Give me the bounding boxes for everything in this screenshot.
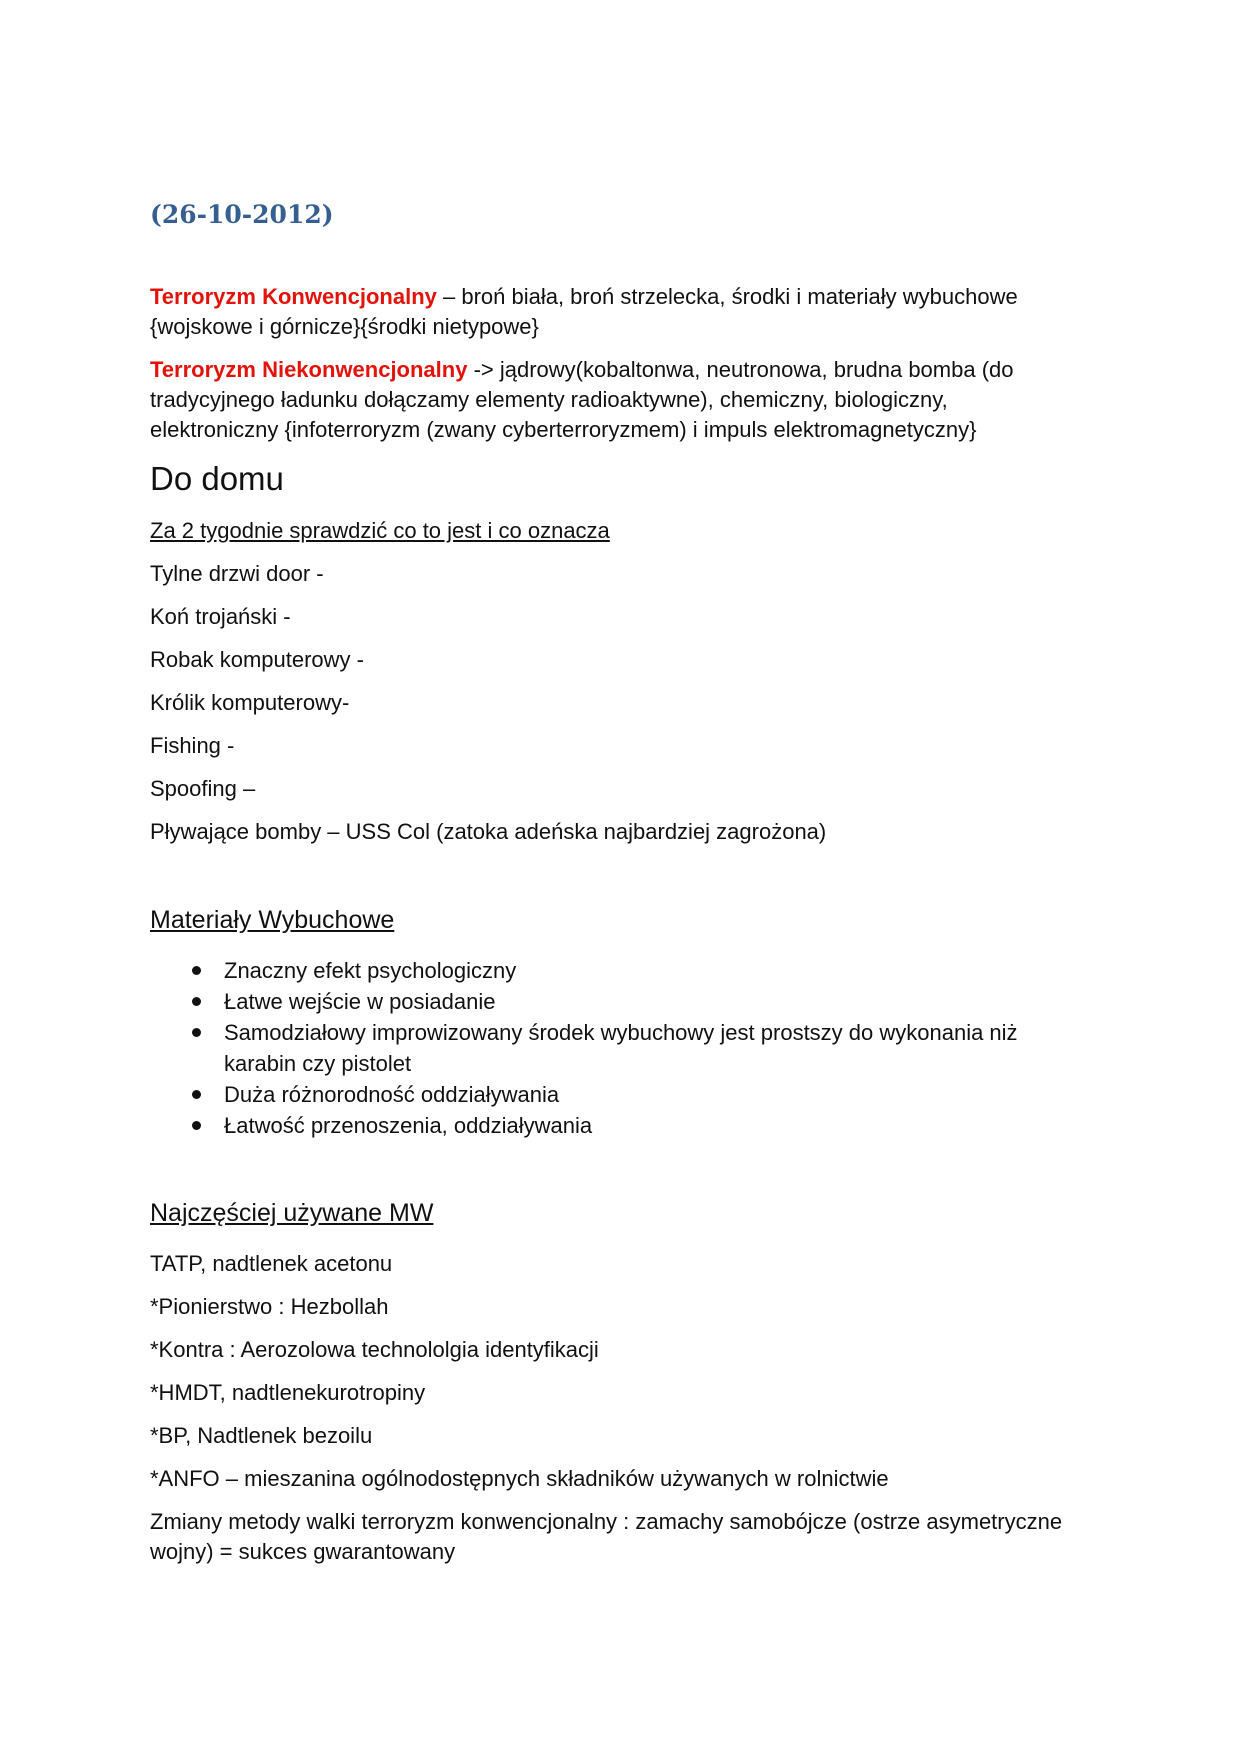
- homework-item: Spoofing –: [150, 776, 256, 801]
- homework-item: Królik komputerowy-: [150, 690, 350, 715]
- definition-text-conventional: – broń biała, broń strzelecka, środki i materiały wybuchowe {wojskowe i górnicze}{środki nietypowe}: [150, 284, 1018, 339]
- explosives-heading: Materiały Wybuchowe: [150, 906, 395, 934]
- bullet-text: Duża różnorodność oddziaływania: [224, 1082, 560, 1107]
- homework-item: Robak komputerowy -: [150, 647, 364, 672]
- bullet-icon: [192, 997, 201, 1006]
- bullet-text: Łatwe wejście w posiadanie: [224, 989, 496, 1014]
- bullet-text: Łatwość przenoszenia, oddziaływania: [224, 1113, 593, 1138]
- bullet-icon: [192, 1090, 201, 1099]
- definition-text-unconventional: -> jądrowy(kobaltonwa, neutronowa, brudna bomba (do tradycyjnego ładunku dołączamy elementy radioaktywne), chemiczny, biologiczny, elektroniczny {infoterroryzm (zwany cyberterroryzmem) i impuls elektromagnetyczny}: [150, 357, 1014, 442]
- common-line: *ANFO – mieszanina ogólnodostępnych składników używanych w rolnictwie: [150, 1466, 889, 1491]
- homework-instruction: Za 2 tygodnie sprawdzić co to jest i co oznacza: [150, 518, 610, 543]
- explosives-bullet-list: [150, 955, 1070, 1141]
- definition-conventional: [150, 282, 1070, 342]
- definition-unconventional: [150, 355, 1070, 445]
- common-explosives-heading: Najczęściej używane MW: [150, 1199, 434, 1227]
- common-closing: Zmiany metody walki terroryzm konwencjonalny : zamachy samobójcze (ostrze asymetryczne wojny) = sukces gwarantowany: [150, 1509, 1063, 1564]
- homework-item: Koń trojański -: [150, 604, 291, 629]
- homework-item: Pływające bomby – USS Col (zatoka adeńska najbardziej zagrożona): [150, 819, 827, 844]
- definition-term-unconventional: Terroryzm Niekonwencjonalny: [150, 357, 468, 382]
- common-line: *Pionierstwo : Hezbollah: [150, 1294, 389, 1319]
- bullet-item: [150, 1110, 1070, 1141]
- bullet-text: Samodziałowy improwizowany środek wybuchowy jest prostszy do wykonania niż karabin czy pistolet: [224, 1020, 1018, 1076]
- bullet-icon: [192, 1028, 201, 1037]
- bullet-item: [150, 955, 1070, 986]
- common-line: TATP, nadtlenek acetonu: [150, 1251, 393, 1276]
- bullet-item: [150, 1017, 1070, 1079]
- bullet-item: [150, 986, 1070, 1017]
- bullet-item: [150, 1079, 1070, 1110]
- bullet-text: Znaczny efekt psychologiczny: [224, 958, 517, 983]
- common-line: *BP, Nadtlenek bezoilu: [150, 1423, 373, 1448]
- homework-item: Tylne drzwi door -: [150, 561, 324, 586]
- common-line: *HMDT, nadtlenekurotropiny: [150, 1380, 426, 1405]
- bullet-icon: [192, 966, 201, 975]
- homework-heading: Do domu: [150, 460, 284, 497]
- date-heading: (26-10-2012): [150, 200, 334, 229]
- common-line: *Kontra : Aerozolowa technololgia identyfikacji: [150, 1337, 599, 1362]
- bullet-icon: [192, 1121, 201, 1130]
- homework-item: Fishing -: [150, 733, 235, 758]
- definition-term-conventional: Terroryzm Konwencjonalny: [150, 284, 437, 309]
